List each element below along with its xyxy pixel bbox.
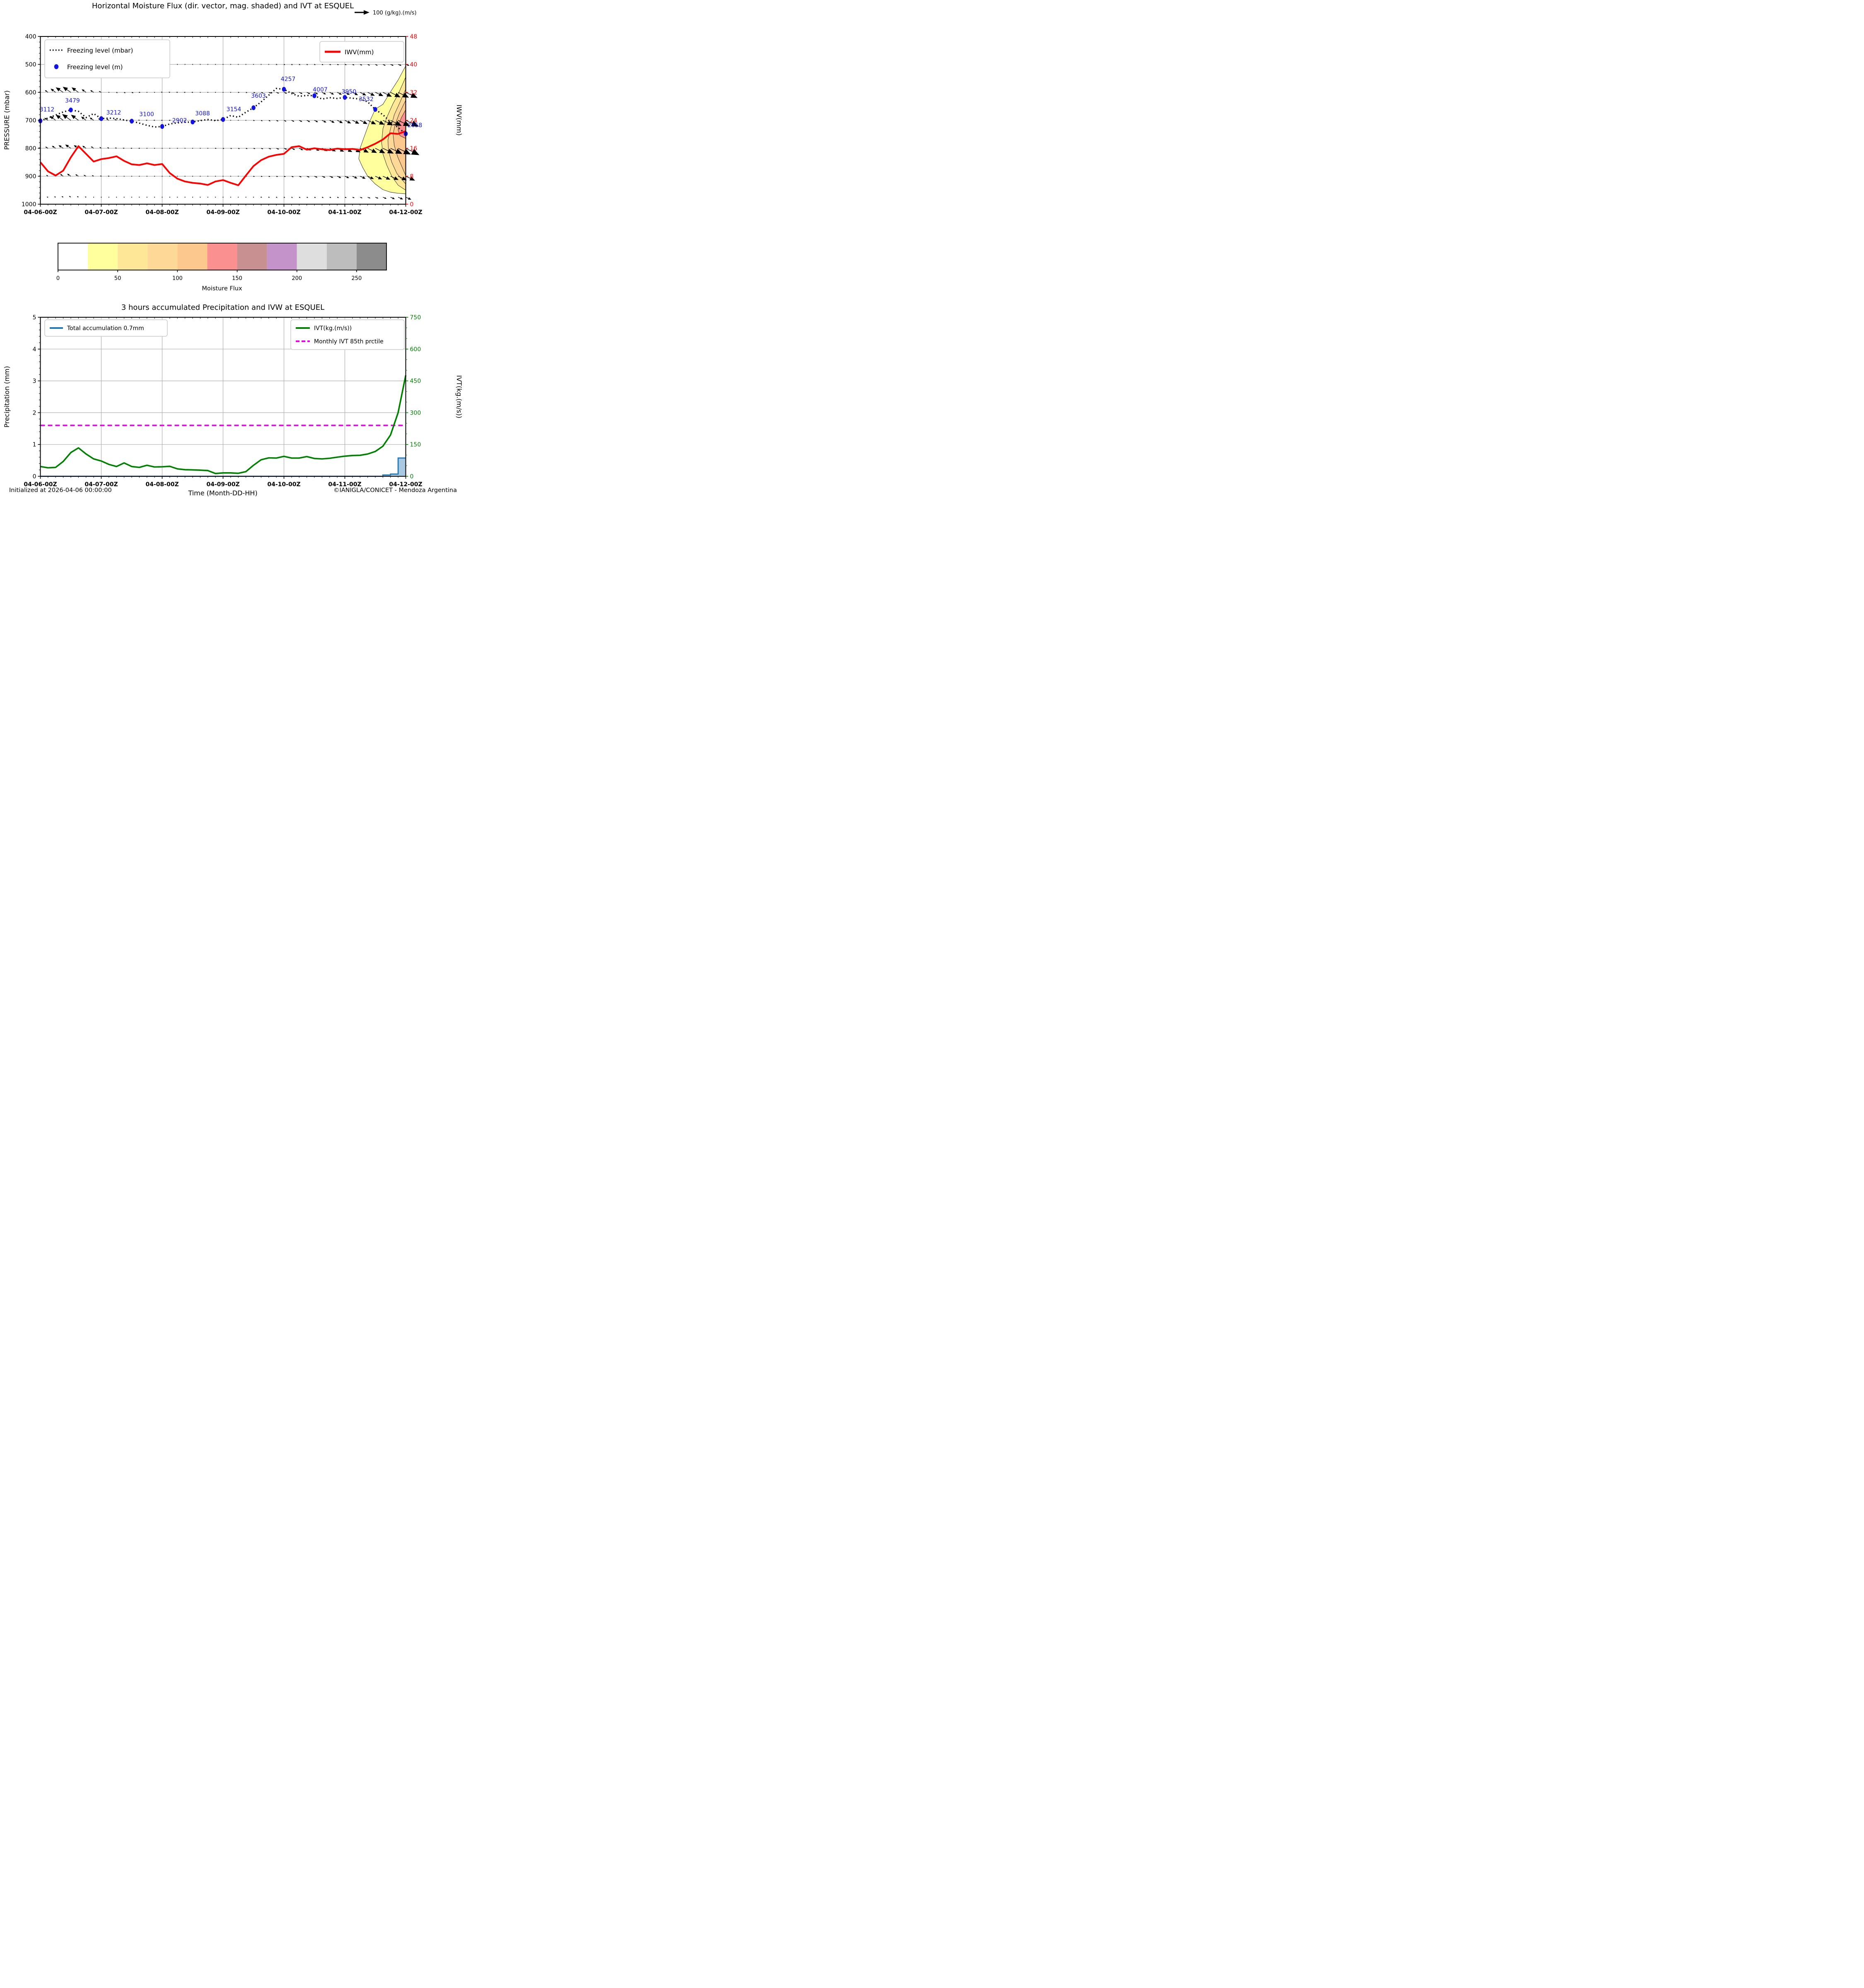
legend-total-accumulation-label: Total accumulation 0.7mm (67, 325, 144, 332)
freezing-m-dot-icon (54, 64, 58, 69)
freezing-level-dot (282, 87, 286, 92)
svg-text:600: 600 (410, 346, 421, 353)
legend-total-accumulation (45, 320, 167, 336)
forecast-figure (0, 0, 466, 497)
colorbar-band (327, 243, 357, 270)
svg-text:150: 150 (410, 442, 421, 449)
svg-text:1000: 1000 (21, 201, 36, 208)
svg-text:8: 8 (410, 173, 414, 180)
svg-text:04-12-00Z: 04-12-00Z (389, 481, 423, 488)
legend-freezing-mbar-label: Freezing level (mbar) (67, 47, 133, 54)
freezing-level-value-label: 3088 (195, 110, 210, 117)
freezing-level-dot (251, 105, 256, 110)
svg-text:16: 16 (410, 145, 418, 152)
freezing-level-dot (160, 124, 164, 129)
precip-axis-label: Precipitation (mm) (3, 366, 11, 428)
freezing-level-value-label: 3603 (251, 93, 266, 100)
svg-text:04-09-00Z: 04-09-00Z (206, 481, 240, 488)
bottom-chart-title: 3 hours accumulated Precipitation and IVW at ESQUEL (121, 303, 325, 312)
pressure-axis-label: PRESSURE (mbar) (3, 90, 11, 150)
legend-iwv (320, 41, 404, 62)
svg-text:32: 32 (410, 89, 418, 96)
freezing-level-dot (130, 119, 134, 124)
svg-text:40: 40 (410, 61, 418, 68)
freezing-level-dot (343, 95, 347, 100)
svg-text:48: 48 (410, 34, 418, 40)
time-axis-label: Time (Month-DD-HH) (188, 489, 258, 497)
freezing-level-value-label: 3950 (341, 89, 357, 96)
svg-text:04-06-00Z: 04-06-00Z (24, 209, 57, 216)
freezing-level-value-label: 4257 (280, 76, 296, 83)
svg-text:1: 1 (32, 442, 36, 449)
svg-text:400: 400 (25, 34, 36, 40)
legend-ivt-label: IVT(kg.(m/s)) (314, 325, 352, 332)
freezing-level-dot (221, 117, 225, 122)
colorbar-band (177, 243, 207, 270)
svg-text:04-07-00Z: 04-07-00Z (85, 209, 118, 216)
legend-prctile-label: Monthly IVT 85th prctile (314, 338, 384, 345)
svg-text:700: 700 (25, 117, 36, 124)
freezing-level-value-label: 3479 (65, 97, 80, 104)
svg-text:04-07-00Z: 04-07-00Z (85, 481, 118, 488)
colorbar-band (297, 243, 327, 270)
freezing-level-value-label: 2658 (407, 122, 423, 129)
freezing-level-dot (99, 116, 104, 121)
svg-text:0: 0 (410, 473, 414, 480)
colorbar-band (237, 243, 267, 270)
quiver-key (355, 10, 417, 16)
quiver-key-label: 100 (g/kg).(m/s) (373, 10, 417, 16)
svg-text:0: 0 (32, 473, 36, 480)
quiver-key-arrow-head-icon (364, 10, 369, 15)
svg-text:500: 500 (25, 61, 36, 68)
svg-text:150: 150 (232, 275, 242, 282)
svg-text:100: 100 (172, 275, 183, 282)
svg-text:2: 2 (32, 410, 36, 417)
svg-text:04-12-00Z: 04-12-00Z (389, 209, 423, 216)
svg-text:3: 3 (32, 378, 36, 385)
top-chart-title: Horizontal Moisture Flux (dir. vector, mag. shaded) and IVT at ESQUEL (92, 2, 354, 10)
svg-text:04-10-00Z: 04-10-00Z (267, 481, 301, 488)
freezing-level-value-label: 3212 (106, 109, 121, 116)
svg-text:04-06-00Z: 04-06-00Z (24, 481, 57, 488)
svg-text:0: 0 (56, 275, 60, 282)
freezing-level-dot (312, 93, 316, 98)
colorbar-band (58, 243, 88, 270)
wind-quiver (39, 60, 420, 200)
svg-text:750: 750 (410, 314, 421, 321)
svg-text:04-09-00Z: 04-09-00Z (206, 209, 240, 216)
svg-text:0: 0 (410, 201, 414, 208)
svg-text:4: 4 (32, 346, 36, 353)
colorbar-band (118, 243, 147, 270)
svg-text:04-10-00Z: 04-10-00Z (267, 209, 301, 216)
colorbar-label: Moisture Flux (202, 285, 242, 292)
freezing-level-value-label: 3112 (39, 106, 55, 113)
freezing-level-dot (191, 120, 195, 125)
figure-canvas (0, 0, 466, 497)
svg-text:600: 600 (25, 89, 36, 96)
freezing-level-dot (373, 107, 377, 112)
freezing-level-value-label: 3154 (226, 106, 241, 113)
iwv-axis-label: IWV(mm) (455, 104, 463, 136)
freezing-level-value-label: 3100 (139, 111, 154, 118)
svg-text:900: 900 (25, 173, 36, 180)
svg-text:04-08-00Z: 04-08-00Z (145, 209, 179, 216)
colorbar-band (267, 243, 297, 270)
svg-text:800: 800 (25, 145, 36, 152)
colorbar-band (357, 243, 386, 270)
colorbar-band (147, 243, 177, 270)
svg-text:200: 200 (292, 275, 302, 282)
svg-text:300: 300 (410, 410, 421, 417)
colorbar-band (207, 243, 237, 270)
svg-text:50: 50 (114, 275, 121, 282)
ivt-axis-label: IVT(kg.(m/s)) (455, 375, 463, 419)
footer-credit: ©IANIGLA/CONICET - Mendoza Argentina (333, 487, 457, 494)
svg-text:04-08-00Z: 04-08-00Z (145, 481, 179, 488)
legend-freezing-m-label: Freezing level (m) (67, 63, 123, 71)
freezing-level-value-label: 2902 (172, 117, 187, 124)
svg-text:04-11-00Z: 04-11-00Z (328, 209, 362, 216)
colorbar-band (88, 243, 118, 270)
legend-iwv-label: IWV(mm) (345, 48, 374, 56)
svg-text:04-11-00Z: 04-11-00Z (328, 481, 362, 488)
colorbar-layer (56, 243, 386, 282)
footer-initialized: Initialized at 2026-04-06 00:00:00 (9, 487, 112, 494)
svg-text:5: 5 (32, 314, 36, 321)
freezing-level-value-label: 4007 (313, 87, 328, 94)
legend-ivt-prctile (291, 320, 404, 350)
svg-text:24: 24 (410, 117, 418, 124)
svg-text:250: 250 (351, 275, 362, 282)
freezing-level-value-label: 3532 (359, 96, 374, 103)
freezing-level-dot (69, 108, 73, 113)
svg-text:450: 450 (410, 378, 421, 385)
legend-freezing (45, 40, 170, 78)
